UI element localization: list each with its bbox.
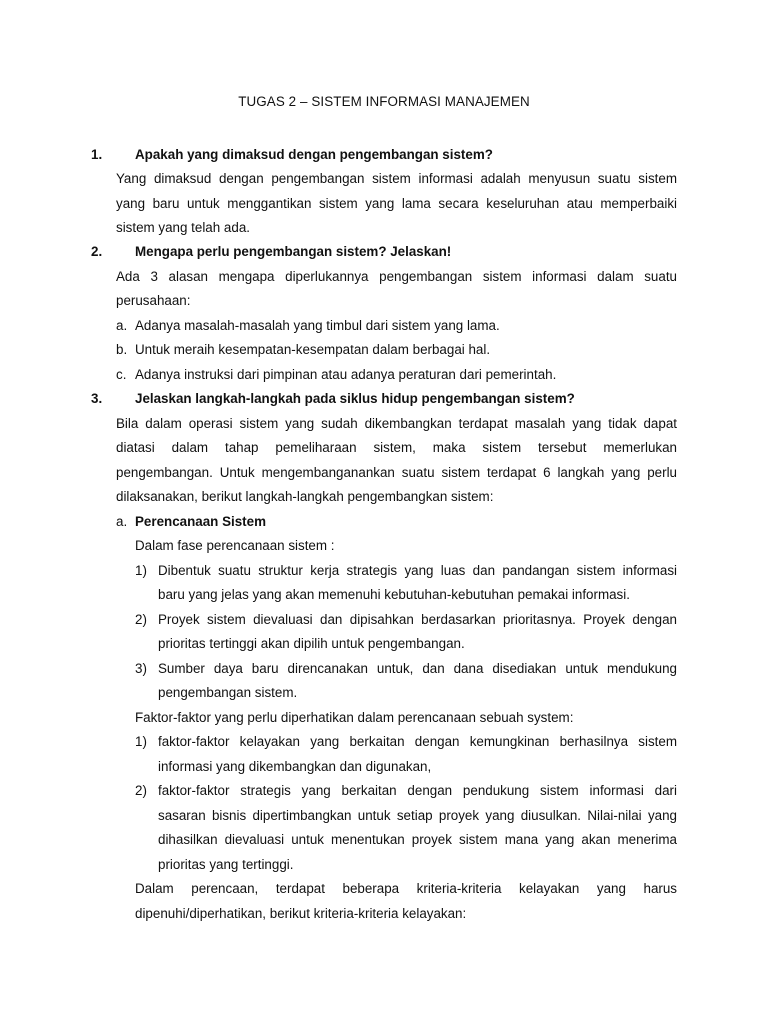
section-a-marker: a. (116, 514, 128, 529)
list-item-marker: 2) (135, 783, 147, 798)
answer-1-text-2: yang baru untuk menggantikan sistem yang lama secara keseluruhan atau memperbaiki (116, 196, 677, 211)
section-a-intro-text: Dalam fase perencanaan sistem : (135, 538, 335, 553)
list-item-marker: 3) (135, 661, 147, 676)
list-item-text: prioritas yang tertinggi. (158, 857, 294, 872)
list-item-text: Proyek sistem dievaluasi dan dipisahkan berdasarkan prioritasnya. Proyek dengan (158, 612, 677, 627)
list-item-marker: a. (116, 318, 128, 333)
list-item-text: sasaran bisnis dipertimbangkan untuk setiap proyek yang diusulkan. Nilai-nilai yang (158, 808, 677, 823)
question-3-text: Jelaskan langkah-langkah pada siklus hidup pengembangan sistem? (135, 391, 575, 406)
closing-text-2: dipenuhi/diperhatikan, berikut kriteria-kriteria kelayakan: (135, 906, 467, 921)
answer-2-text-2: perusahaan: (116, 293, 191, 308)
question-2-text: Mengapa perlu pengembangan sistem? Jelaskan! (135, 244, 452, 259)
answer-3-text-1: Bila dalam operasi sistem yang sudah dikembangkan terdapat masalah yang tidak dapat (116, 416, 677, 431)
list-item-text: Untuk meraih kesempatan-kesempatan dalam berbagai hal. (135, 342, 491, 357)
list-item-text: informasi yang dikembangkan dan digunakan, (158, 759, 432, 774)
answer-1-text-3: sistem yang telah ada. (116, 220, 250, 235)
question-1-number: 1. (91, 147, 103, 162)
document-title: TUGAS 2 – SISTEM INFORMASI MANAJEMEN (238, 94, 530, 109)
answer-3-text-3: pengembangan. Untuk mengembanganankan suatu sistem terdapat 6 langkah yang perlu (116, 465, 677, 480)
list-item-text: faktor-faktor kelayakan yang berkaitan dengan kemungkinan berhasilnya sistem (158, 734, 677, 749)
list-item-text: Adanya masalah-masalah yang timbul dari sistem yang lama. (135, 318, 500, 333)
list-item-text: Sumber daya baru direncanakan untuk, dan dana disediakan untuk mendukung (158, 661, 677, 676)
answer-3-text-4: dilaksanakan, berikut langkah-langkah pengembangkan sistem: (116, 489, 494, 504)
list-item-marker: c. (116, 367, 127, 382)
list-item-text: pengembangan sistem. (158, 685, 298, 700)
list-item-marker: b. (116, 342, 128, 357)
list-item-text: baru yang jelas yang akan memenuhi kebutuhan-kebutuhan pemakai informasi. (158, 587, 630, 602)
question-3-number: 3. (91, 391, 103, 406)
list-item-marker: 1) (135, 734, 147, 749)
list-item-marker: 1) (135, 563, 147, 578)
question-1-text: Apakah yang dimaksud dengan pengembangan sistem? (135, 147, 493, 162)
list-item-marker: 2) (135, 612, 147, 627)
question-2-number: 2. (91, 244, 103, 259)
list-item-text: dihasilkan dievaluasi untuk menentukan proyek sistem mana yang akan menerima (158, 832, 677, 847)
list-item-text: faktor-faktor strategis yang berkaitan dengan pendukung sistem informasi dari (158, 783, 677, 798)
list-item-text: prioritas tertinggi akan dipilih untuk pengembangan. (158, 636, 465, 651)
section-a-title: Perencanaan Sistem (135, 514, 266, 529)
list-item-text: Dibentuk suatu struktur kerja strategis yang luas dan pandangan sistem informasi (158, 563, 677, 578)
factors-intro-text: Faktor-faktor yang perlu diperhatikan dalam perencanaan sebuah system: (135, 710, 574, 725)
answer-1-text-1: Yang dimaksud dengan pengembangan sistem informasi adalah menyusun suatu sistem (116, 171, 677, 186)
closing-text-1: Dalam perencaan, terdapat beberapa kriteria-kriteria kelayakan yang harus (135, 881, 677, 896)
answer-2-text-1: Ada 3 alasan mengapa diperlukannya pengembangan sistem informasi dalam suatu (116, 269, 677, 284)
list-item-text: Adanya instruksi dari pimpinan atau adanya peraturan dari pemerintah. (135, 367, 557, 382)
answer-3-text-2: diatasi dalam tahap pemeliharaan sistem, maka sistem tersebut memerlukan (116, 440, 677, 455)
